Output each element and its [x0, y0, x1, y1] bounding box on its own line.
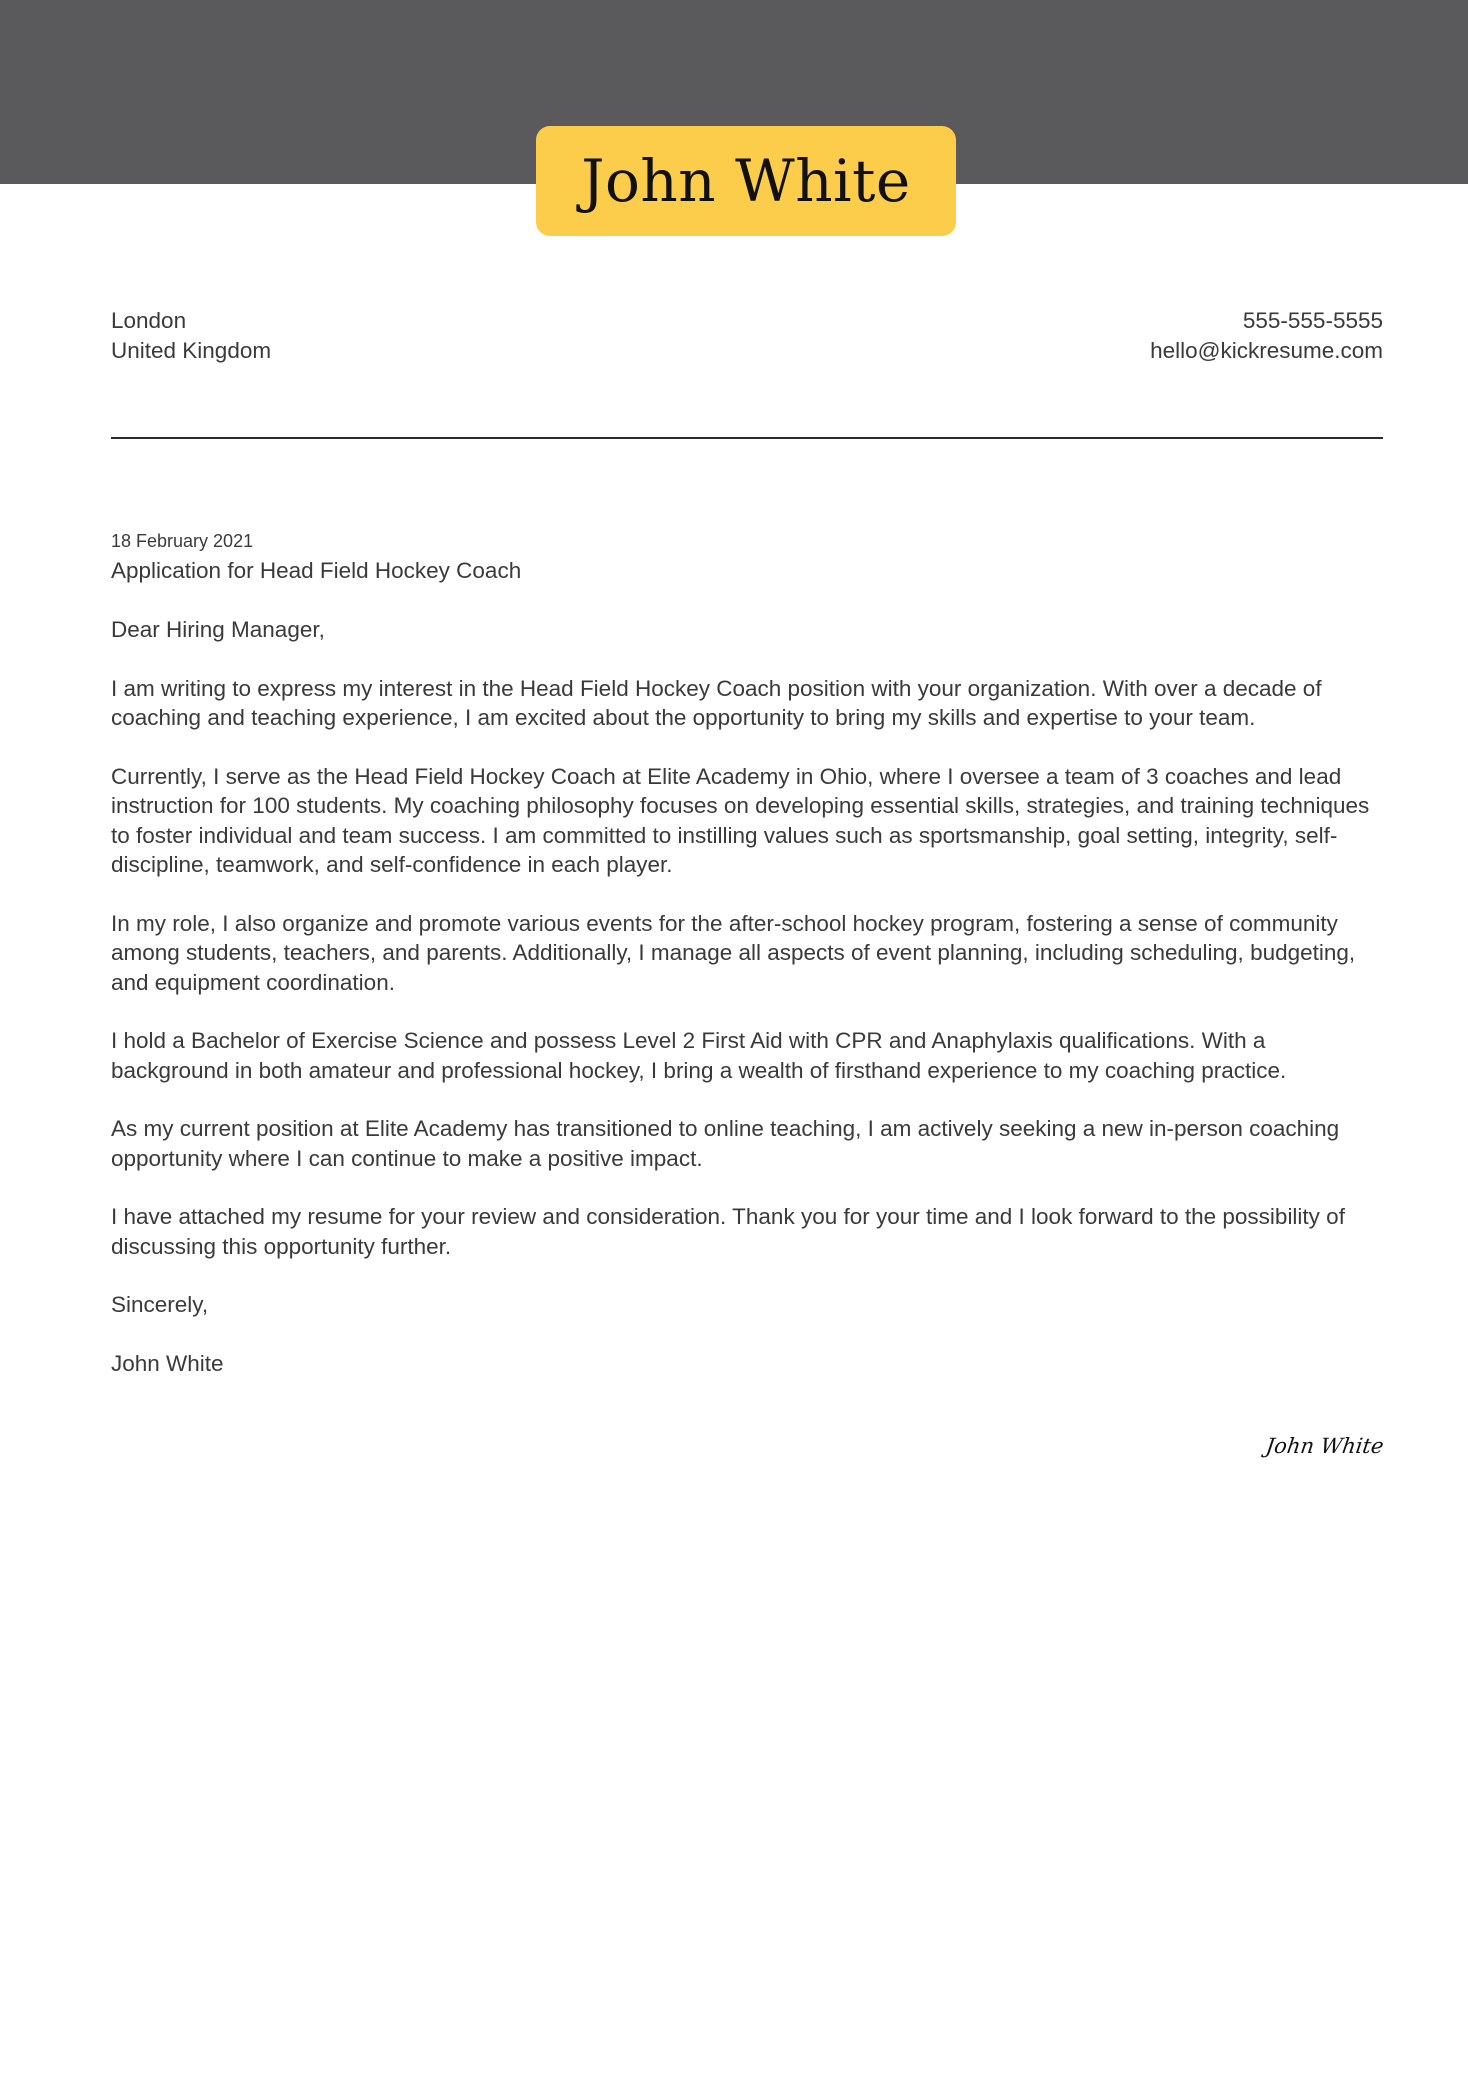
- handwritten-signature: John White: [1263, 1434, 1385, 1458]
- letter-paragraph-2: Currently, I serve as the Head Field Hockey Coach at Elite Academy in Ohio, where I oversee a team of 3 coaches and lead instruction for 100 students. My coaching philosophy focuses on developing essential skills, strategies, and training techniques to foster individual and team success. I am committed to instilling values such as sportsmanship, goal setting, integrity, self-discipline, teamwork, and self-confidence in each player.: [111, 763, 1370, 877]
- header-divider: [111, 437, 1383, 439]
- letter-paragraph-1: I am writing to express my interest in the Head Field Hockey Coach position with your organization. With over a decade of coaching and teaching experience, I am excited about the opportunity to bring my skills and expertise to your team.: [111, 675, 1322, 730]
- letter-paragraph-6: I have attached my resume for your review and consideration. Thank you for your time and I look forward to the possibility of discussing this opportunity further.: [111, 1204, 1345, 1259]
- letter-signoff-name: John White: [111, 1350, 224, 1376]
- contact-block: [1150, 306, 1383, 366]
- contact-email: hello@kickresume.com: [1150, 338, 1383, 363]
- letter-body: [111, 528, 1383, 1378]
- address-city: London: [111, 308, 187, 333]
- letter-closing: Sincerely,: [111, 1292, 209, 1317]
- name-badge: [536, 126, 956, 236]
- contact-phone: 555-555-5555: [1242, 308, 1383, 333]
- address-country: United Kingdom: [111, 338, 272, 363]
- letter-date: 18 February 2021: [111, 531, 254, 551]
- letter-paragraph-5: As my current position at Elite Academy has transitioned to online teaching, I am actively seeking a new in-person coaching opportunity where I can continue to make a positive impact.: [111, 1116, 1340, 1171]
- applicant-name: John White: [581, 147, 911, 215]
- letter-greeting: Dear Hiring Manager,: [111, 617, 325, 642]
- letter-subject: Application for Head Field Hockey Coach: [111, 558, 522, 583]
- address-block: [111, 306, 271, 366]
- letter-paragraph-3: In my role, I also organize and promote various events for the after-school hockey program, fostering a sense of community among students, teachers, and parents. Additionally, I manage all aspects of event planning, including scheduling, budgeting, and equipment coordination.: [111, 910, 1356, 995]
- letter-paragraph-4: I hold a Bachelor of Exercise Science and possess Level 2 First Aid with CPR and Anaphylaxis qualifications. With a background in both amateur and professional hockey, I bring a wealth of firsthand experience to my coaching practice.: [111, 1028, 1287, 1083]
